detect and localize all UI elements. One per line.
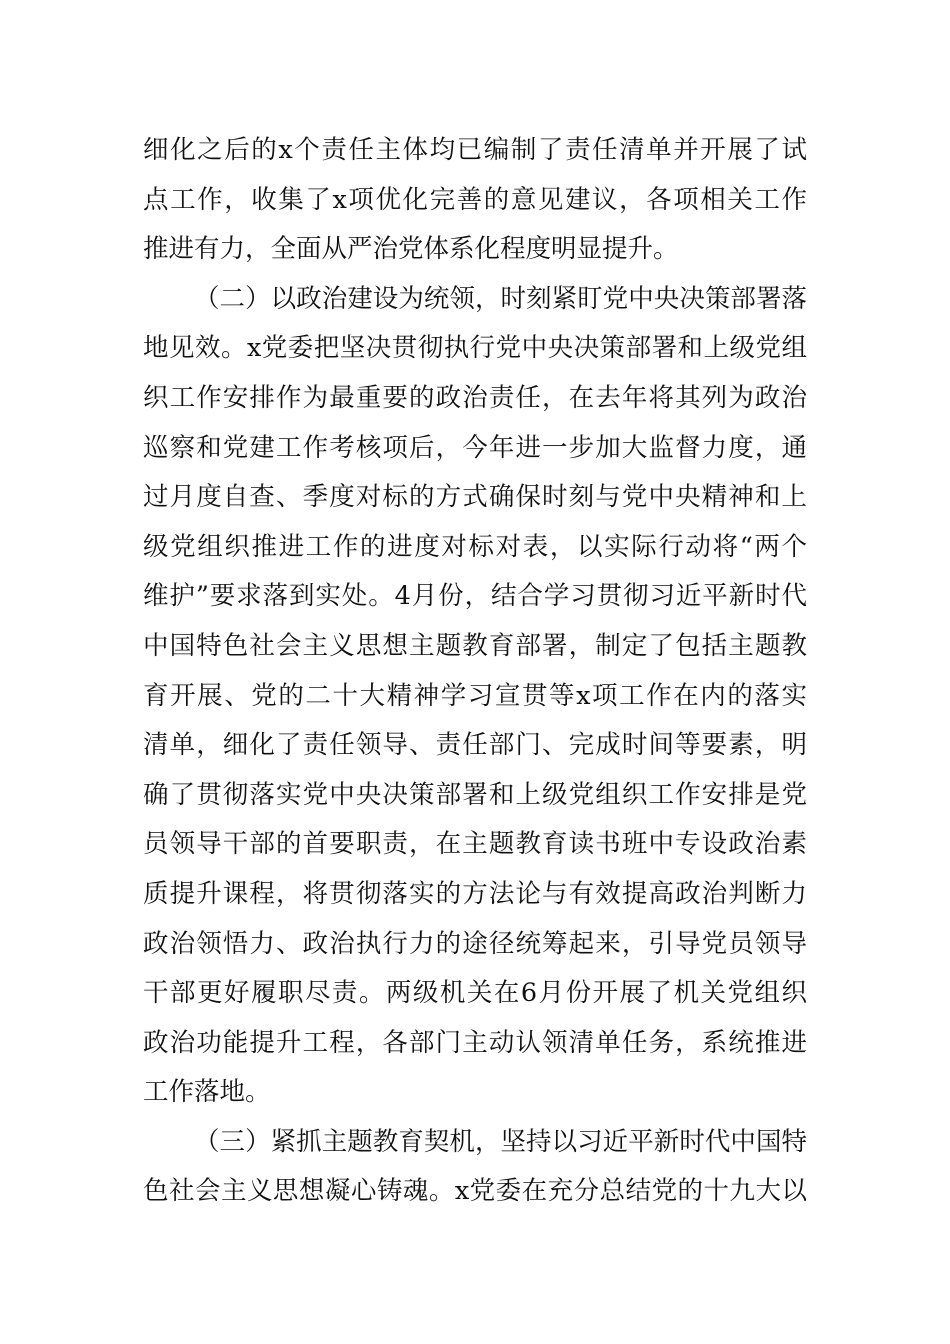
text-line: 质提升课程，将贯彻落实的方法论与有效提高政治判断力 <box>143 878 807 909</box>
text-line: 员领导干部的首要职责，在主题教育读书班中专设政治素 <box>143 829 807 860</box>
text-line: 育开展、党的二十大精神学习宣贯等x项工作在内的落实 <box>143 680 807 711</box>
text-line: 干部更好履职尽责。两级机关在6月份开展了机关党组织 <box>143 978 807 1009</box>
text-line: 工作落地。 <box>143 1077 271 1108</box>
text-line: 织工作安排作为最重要的政治责任，在去年将其列为政治 <box>143 382 807 413</box>
section-heading-line: （二）以政治建设为统领，时刻紧盯党中央决策部署落 <box>194 283 807 314</box>
section-heading-line: （三）紧抓主题教育契机，坚持以习近平新时代中国特 <box>194 1126 807 1157</box>
text-line: 政治功能提升工程，各部门主动认领清单任务，系统推进 <box>143 1027 807 1058</box>
text-line: 色社会主义思想凝心铸魂。x党委在充分总结党的十九大以 <box>143 1176 807 1207</box>
text-line: 细化之后的x个责任主体均已编制了责任清单并开展了试 <box>143 135 807 165</box>
text-line: 清单，细化了责任领导、责任部门、完成时间等要素，明 <box>143 730 807 761</box>
text-line: 地见效。x党委把坚决贯彻执行党中央决策部署和上级党组 <box>143 333 807 364</box>
text-line: 巡察和党建工作考核项后，今年进一步加大监督力度，通 <box>143 432 807 463</box>
text-line: 点工作，收集了x项优化完善的意见建议，各项相关工作 <box>143 184 807 215</box>
text-line: 政治领悟力、政治执行力的途径统筹起来，引导党员领导 <box>143 928 807 959</box>
text-line: 过月度自查、季度对标的方式确保时刻与党中央精神和上 <box>143 482 807 513</box>
text-line: 确了贯彻落实党中央决策部署和上级党组织工作安排是党 <box>143 779 807 810</box>
text-line: 维护”要求落到实处。4月份，结合学习贯彻习近平新时代 <box>143 581 807 612</box>
document-body <box>143 126 807 1217</box>
text-line: 中国特色社会主义思想主题教育部署，制定了包括主题教 <box>143 630 807 661</box>
text-line: 推进有力，全面从严治党体系化程度明显提升。 <box>143 234 679 265</box>
text-line: 级党组织推进工作的进度对标对表，以实际行动将“两个 <box>143 531 807 562</box>
